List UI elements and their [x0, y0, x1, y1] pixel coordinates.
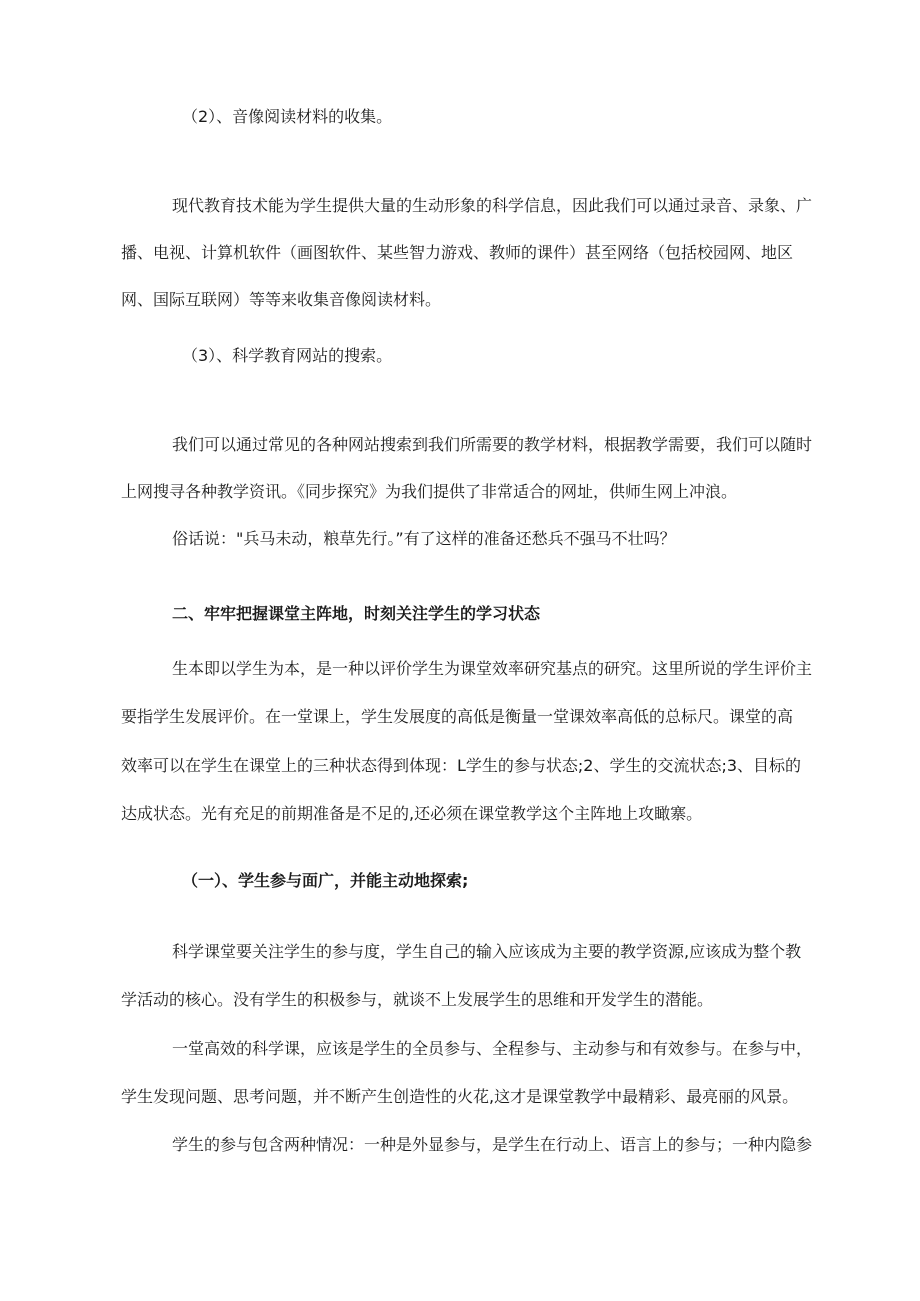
sub1-heading: （一）、学生参与面广，并能主动地探索;: [182, 871, 469, 890]
para-av-line-2: 播、电视、计算机软件（画图软件、某些智力游戏、教师的课件）甚至网络（包括校园网、地区: [121, 243, 794, 262]
para-students-line-4: 达成状态。光有充足的前期准备是不足的,还必须在课堂教学这个主阵地上攻瞰寨。: [121, 804, 703, 823]
para-av-line-1: 现代教育技术能为学生提供大量的生动形象的科学信息，因此我们可以通过录音、录象、广: [172, 196, 813, 215]
para-participation-line-1: 科学课堂要关注学生的参与度，学生自己的输入应该成为主要的教学资源,应该成为整个教: [172, 942, 802, 961]
item2-heading: （2）、音像阅读材料的收集。: [182, 107, 393, 126]
para-efficient-line-2: 学生发现问题、思考问题，并不断产生创造性的火花,这才是课堂教学中最精彩、最亮丽的风景。: [121, 1087, 799, 1106]
para-participation-line-2: 学活动的核心。没有学生的积极参与，就谈不上发展学生的思维和开发学生的潜能。: [121, 990, 714, 1009]
para-web-line-1: 我们可以通过常见的各种网站搜索到我们所需要的教学材料，根据教学需要，我们可以随时: [172, 435, 813, 454]
item3-heading: （3）、科学教育网站的搜索。: [182, 346, 393, 365]
section2-heading: 二、牢牢把握课堂主阵地，时刻关注学生的学习状态: [172, 604, 541, 623]
para-students-line-1: 生本即以学生为本，是一种以评价学生为课堂效率研究基点的研究。这里所说的学生评价主: [172, 659, 813, 678]
proverb: 俗话说："兵马未动，粮草先行。”有了这样的准备还愁兵不强马不壮吗？: [172, 529, 676, 548]
para-av-line-3: 网、国际互联网）等等来收集音像阅读材料。: [121, 290, 442, 309]
para-web-line-2: 上网搜寻各种教学资讯。《同步探究》为我们提供了非常适合的网址，供师生网上冲浪。: [121, 482, 738, 501]
para-efficient-line-1: 一堂高效的科学课，应该是学生的全员参与、全程参与、主动参与和有效参与。在参与中，: [172, 1039, 813, 1058]
para-two-types-line-1: 学生的参与包含两种情况：一种是外显参与，是学生在行动上、语言上的参与；一种内隐参: [172, 1135, 813, 1154]
para-students-line-3: 效率可以在学生在课堂上的三种状态得到体现：L学生的参与状态;2、学生的交流状态;3、目标的: [121, 756, 802, 775]
para-students-line-2: 要指学生发展评价。在一堂课上，学生发展度的高低是衡量一堂课效率高低的总标尺。课堂的高: [121, 707, 794, 726]
